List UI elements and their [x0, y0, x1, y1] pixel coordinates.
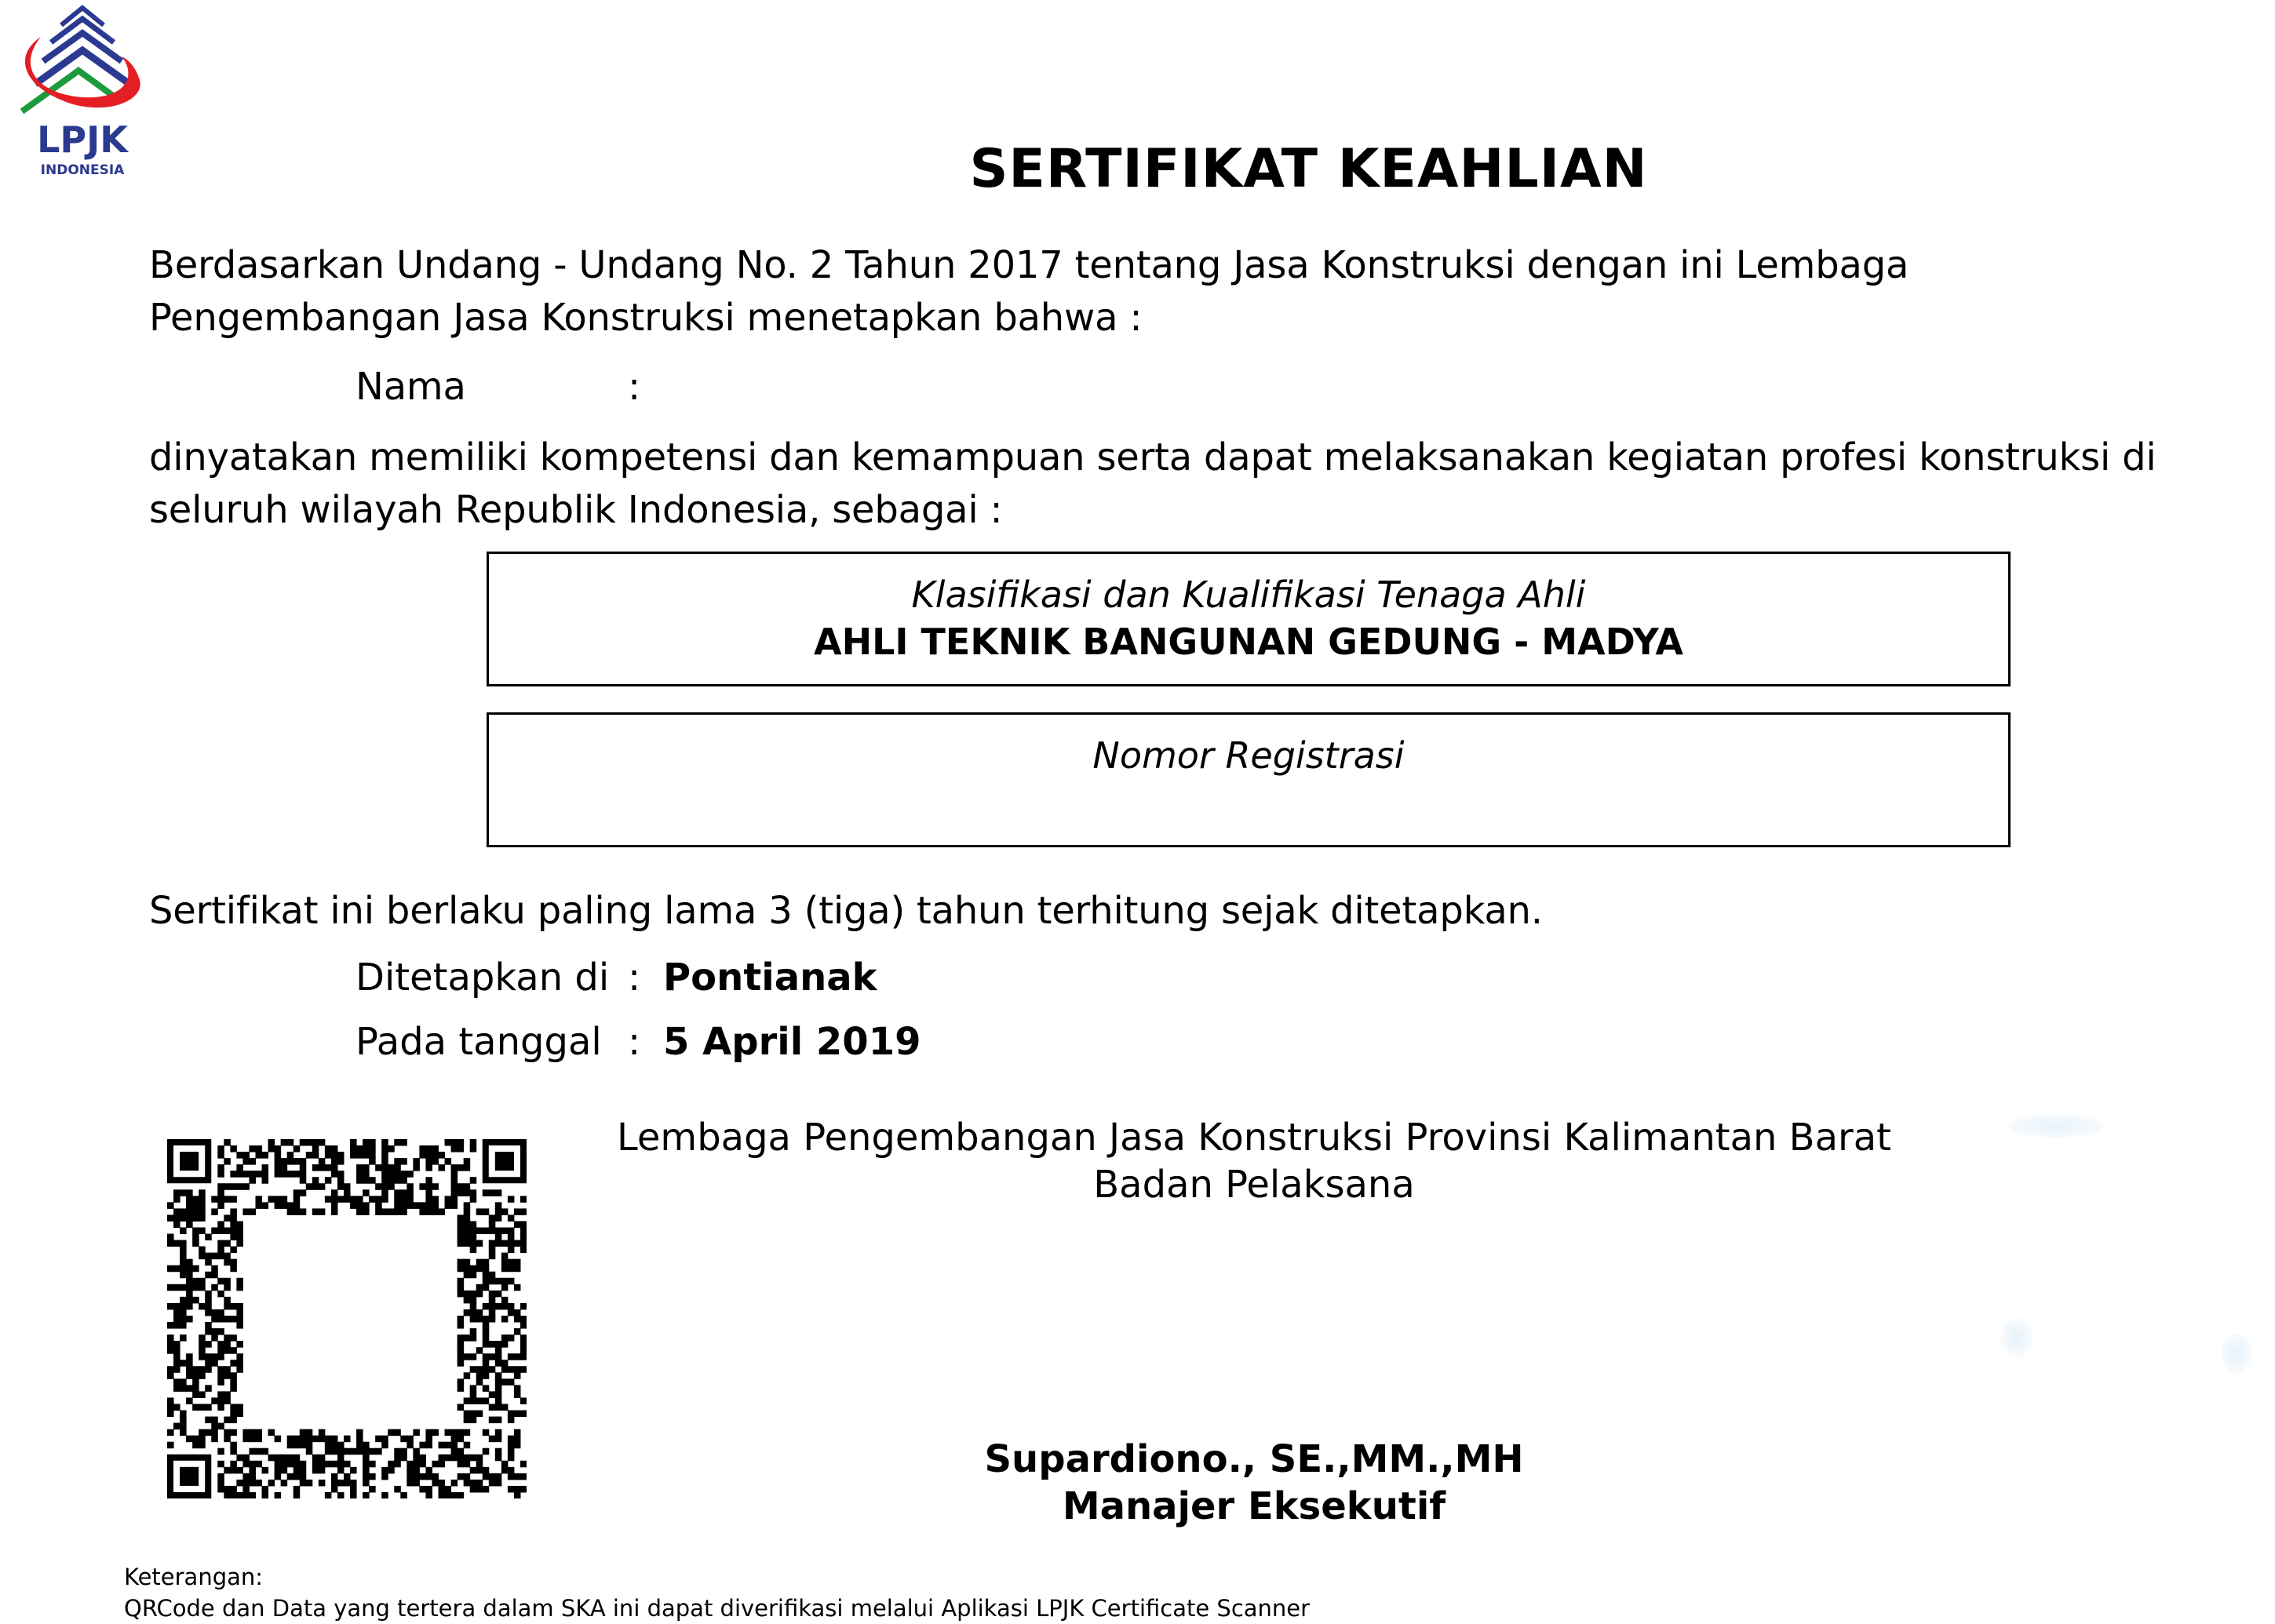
issuer-block	[0, 1114, 2275, 1208]
registration-label: Nomor Registrasi	[1092, 734, 1405, 777]
classification-box	[487, 552, 2011, 686]
issued-place-colon: :	[628, 956, 641, 1000]
classification-label: Klasifikasi dan Kualifikasi Tenaga Ahli	[911, 573, 1586, 616]
signer-block	[0, 1436, 2275, 1530]
nama-label: Nama	[355, 365, 466, 409]
footnote-heading: Keterangan:	[124, 1564, 264, 1590]
smudge-decoration	[2009, 1114, 2103, 1138]
issued-place-row	[0, 956, 2275, 1010]
footnote	[124, 1561, 1310, 1624]
issuer-unit: Badan Pelaksana	[1093, 1163, 1415, 1207]
issued-date-colon: :	[628, 1020, 641, 1064]
svg-text:INDONESIA: INDONESIA	[40, 162, 125, 178]
svg-text:LPJK: LPJK	[37, 118, 128, 161]
issued-date-row	[0, 1020, 2275, 1075]
issued-date-label: Pada tanggal	[355, 1020, 602, 1064]
smudge-decoration	[2221, 1334, 2252, 1373]
issuer-organization: Lembaga Pengembangan Jasa Konstruksi Provinsi Kalimantan Barat	[617, 1116, 1891, 1160]
nama-colon: :	[628, 365, 640, 409]
smudge-decoration	[2001, 1318, 2033, 1357]
intro-paragraph: Berdasarkan Undang - Undang No. 2 Tahun 2017 tentang Jasa Konstruksi dengan ini Lembaga Pengembangan Jasa Konstruksi menetapkan bahwa :	[149, 243, 1909, 340]
competency-statement: dinyatakan memiliki kompetensi dan kemampuan serta dapat melaksanakan kegiatan profesi konstruksi di seluruh wilayah Republik Indonesia, sebagai :	[149, 435, 2157, 532]
certificate-title: SERTIFIKAT KEAHLIAN	[969, 138, 1648, 200]
validity-statement: Sertifikat ini berlaku paling lama 3 (tiga) tahun terhitung sejak ditetapkan.	[149, 889, 1543, 933]
issued-place-value: Pontianak	[663, 956, 877, 1000]
issued-date-value: 5 April 2019	[663, 1020, 921, 1064]
footnote-text: QRCode dan Data yang tertera dalam SKA ini dapat diverifikasi melalui Aplikasi LPJK Certificate Scanner	[124, 1595, 1311, 1622]
signer-name: Supardiono., SE.,MM.,MH	[984, 1437, 1524, 1481]
classification-value: AHLI TEKNIK BANGUNAN GEDUNG - MADYA	[814, 621, 1683, 663]
registration-box	[487, 712, 2011, 847]
issued-place-label: Ditetapkan di	[355, 956, 610, 1000]
signer-position: Manajer Eksekutif	[1062, 1484, 1446, 1528]
